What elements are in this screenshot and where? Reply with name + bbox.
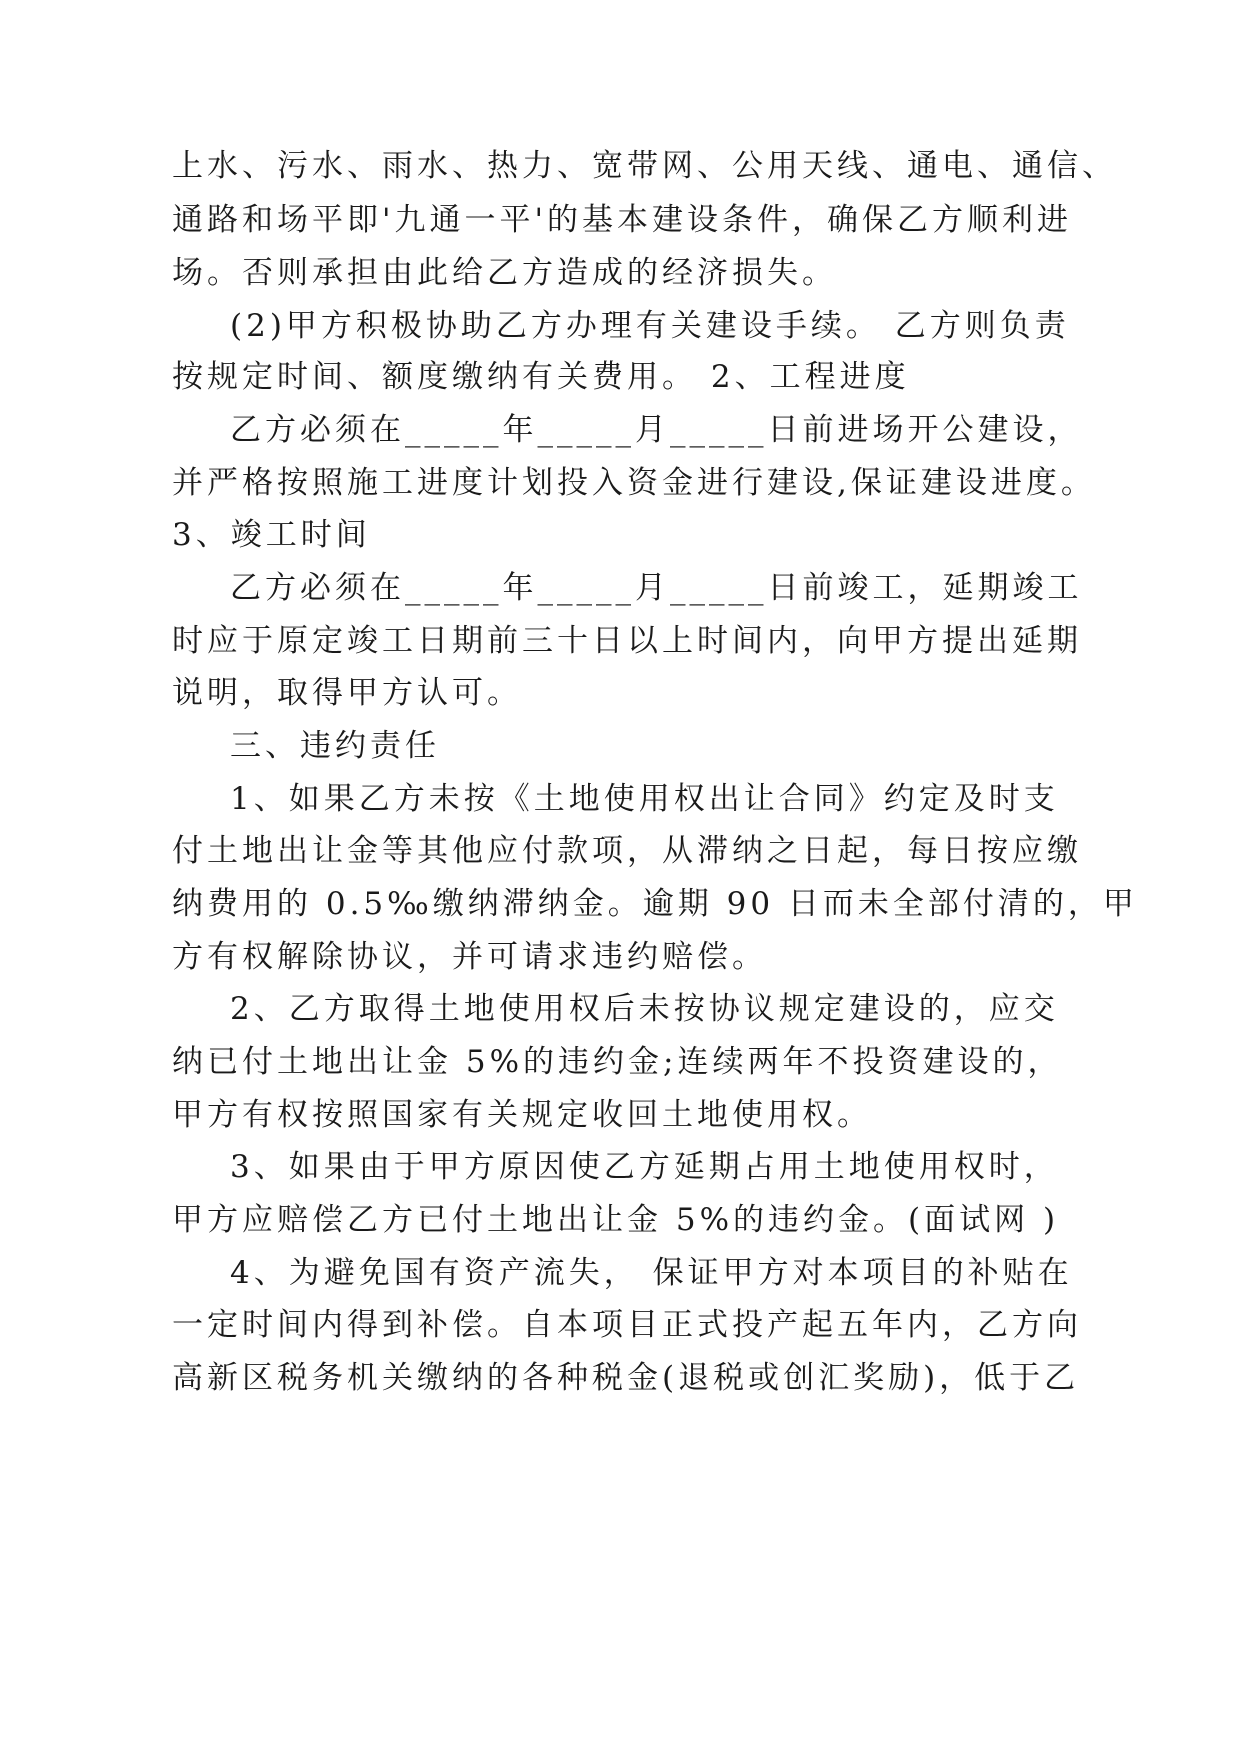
section-heading: 三、违约责任 xyxy=(230,728,440,764)
text-line: 付土地出让金等其他应付款项，从滞纳之日起，每日按应缴 xyxy=(172,833,1082,869)
text-line: 甲方应赔偿乙方已付土地出让金 5%的违约金。(面试网 ) xyxy=(172,1202,1060,1238)
text-line: 按规定时间、额度缴纳有关费用。 2、工程进度 xyxy=(172,359,910,395)
text-line: 3、竣工时间 xyxy=(172,517,371,553)
text-line: 上水、污水、雨水、热力、宽带网、公用天线、通电、通信、 xyxy=(172,148,1117,184)
text-line: 1、如果乙方未按《土地使用权出让合同》约定及时支 xyxy=(230,781,1059,817)
text-line: 并严格按照施工进度计划投入资金进行建设,保证建设进度。 xyxy=(172,465,1096,501)
text-line: 场。否则承担由此给乙方造成的经济损失。 xyxy=(172,255,837,291)
text-line: 通路和场平即'九通一平'的基本建设条件，确保乙方顺利进 xyxy=(172,202,1073,238)
text-line: 纳费用的 0.5‰缴纳滞纳金。逾期 90 日而未全部付清的，甲 xyxy=(172,886,1138,922)
text-line: 3、如果由于甲方原因使乙方延期占用土地使用权时， xyxy=(230,1149,1059,1185)
text-line: 4、为避免国有资产流失， 保证甲方对本项目的补贴在 xyxy=(230,1255,1073,1291)
text-line: 一定时间内得到补偿。自本项目正式投产起五年内，乙方向 xyxy=(172,1307,1082,1343)
text-line: 高新区税务机关缴纳的各种税金(退税或创汇奖励)，低于乙 xyxy=(172,1360,1080,1396)
text-line: 乙方必须在_____年_____月_____日前进场开公建设， xyxy=(230,412,1083,448)
text-line: 乙方必须在_____年_____月_____日前竣工，延期竣工 xyxy=(230,570,1083,606)
text-line: (2)甲方积极协助乙方办理有关建设手续。 乙方则负责 xyxy=(230,308,1070,344)
text-line: 方有权解除协议，并可请求违约赔偿。 xyxy=(172,939,767,975)
text-line: 2、乙方取得土地使用权后未按协议规定建设的，应交 xyxy=(230,991,1059,1027)
text-line: 甲方有权按照国家有关规定收回土地使用权。 xyxy=(172,1097,872,1133)
text-line: 纳已付土地出让金 5%的违约金;连续两年不投资建设的， xyxy=(172,1044,1063,1080)
text-line: 说明，取得甲方认可。 xyxy=(172,675,522,711)
text-line: 时应于原定竣工日期前三十日以上时间内，向甲方提出延期 xyxy=(172,623,1082,659)
